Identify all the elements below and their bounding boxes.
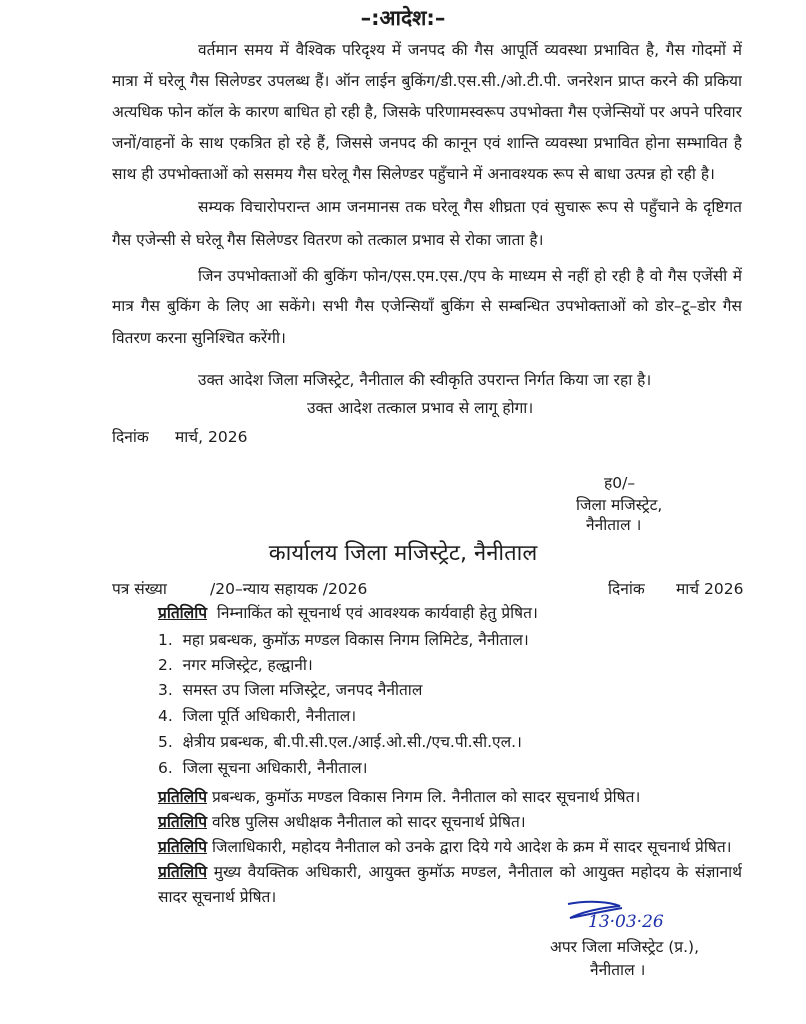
item-number: 1. [158, 631, 173, 649]
list-item [158, 629, 529, 651]
paragraph-line: मात्रा में घरेलू गैस सिलेण्डर उपलब्ध हैं। ऑन लाईन बुकिंग/डी.एस.सी./ओ.टी.पी. जनरेशन प्राप्त करने की प्रकिया [112, 72, 742, 90]
item-number: 2. [158, 656, 173, 674]
signatory-place: नैनीताल । [590, 961, 646, 979]
copy-label: प्रतिलिपि [158, 863, 208, 881]
letter-date-value: मार्च 2026 [676, 580, 744, 598]
copy-label: प्रतिलिपि [158, 788, 208, 806]
list-item [158, 679, 422, 701]
copy-label: प्रतिलिपि [158, 604, 208, 622]
copy-label: प्रतिलिपि [158, 813, 208, 831]
handwritten-signature [560, 898, 670, 938]
copy-intro [158, 602, 538, 624]
order-title: –:आदेश:– [360, 6, 446, 30]
list-item [158, 757, 367, 779]
copy-line [158, 786, 640, 808]
effect-line: उक्त आदेश तत्काल प्रभाव से लागू होगा। [307, 399, 534, 417]
list-item [158, 705, 356, 727]
item-number: 3. [158, 681, 173, 699]
signature-date: 13·03·26 [588, 912, 664, 932]
signature-place: नैनीताल । [586, 516, 642, 534]
letter-number-value: /20–न्याय सहायक /2026 [210, 580, 368, 598]
paragraph-line: जिन उपभोक्ताओं की बुकिंग फोन/एस.एम.एस./एप के माध्यम से नहीं हो रही है वो गैस एजेंसी में [198, 267, 742, 285]
paragraph-line: वर्तमान समय में वैश्विक परिदृश्य में जनपद की गैस आपूर्ति व्यवस्था प्रभावित है, गैस गोदमों में [198, 41, 742, 59]
letter-number-label: पत्र संख्या [112, 580, 167, 598]
copy-line-continuation: सादर सूचनार्थ प्रेषित। [158, 888, 277, 906]
copy-label: प्रतिलिपि [158, 838, 208, 856]
paragraph-line: साथ ही उपभोक्ताओं को ससमय गैस घरेलू गैस सिलेण्डर पहुँचाने में अनावश्यक रूप से बाधा उत्पन्न हो रही है। [112, 165, 715, 183]
copy-text: मुख्य वैयक्तिक अधिकारी, आयुक्त कुमॉऊ मण्डल, नैनीताल को आयुक्त महोदय के संज्ञानार्थ [213, 863, 742, 881]
paragraph-line: अत्यधिक फोन कॉल के कारण बाधित हो रही है, जिसके परिणामस्वरूप उपभोक्ता गैस एजेन्सियों पर अपने परिवार [112, 103, 742, 121]
list-item [158, 654, 313, 676]
item-number: 6. [158, 759, 173, 777]
item-text: क्षेत्रीय प्रबन्धक, बी.पी.सी.एल./आई.ओ.सी./एच.पी.सी.एल.। [182, 733, 522, 751]
paragraph-line: गैस एजेन्सी से घरेलू गैस सिलेण्डर वितरण को तत्काल प्रभाव से रोका जाता है। [112, 231, 544, 249]
copy-text: जिलाधिकारी, महोदय नैनीताल को उनके द्वारा दिये गये आदेश के क्रम में सादर सूचनार्थ प्रेषित। [211, 838, 732, 856]
item-text: जिला सूचना अधिकारी, नैनीताल। [182, 759, 368, 777]
item-text: महा प्रबन्धक, कुमॉऊ मण्डल विकास निगम लिमिटेड, नैनीताल। [182, 631, 529, 649]
list-item [158, 731, 522, 753]
item-number: 4. [158, 707, 173, 725]
item-number: 5. [158, 733, 173, 751]
copy-line [158, 811, 526, 833]
copy-intro-text: निम्नाकिंत को सूचनार्थ एवं आवश्यक कार्यवाही हेतु प्रेषित। [216, 604, 538, 622]
copy-text: प्रबन्धक, कुमॉऊ मण्डल विकास निगम लि. नैनीताल को सादर सूचनार्थ प्रेषित। [211, 788, 641, 806]
copy-line [158, 836, 732, 858]
date-value: मार्च, 2026 [175, 428, 248, 446]
date-label: दिनांक [112, 428, 149, 446]
item-text: समस्त उप जिला मजिस्ट्रेट, जनपद नैनीताल [182, 681, 423, 699]
paragraph-line: वितरण करना सुनिश्चित करेंगी। [112, 329, 286, 347]
paragraph-line: सम्यक विचारोपरान्त आम जनमानस तक घरेलू गैस शीघ्रता एवं सुचारू रूप से पहुँचाने के दृष्टिगत [198, 198, 742, 216]
office-heading: कार्यालय जिला मजिस्ट्रेट, नैनीताल [268, 541, 538, 566]
item-text: नगर मजिस्ट्रेट, हल्द्वानी। [182, 656, 313, 674]
copy-text: वरिष्ठ पुलिस अधीक्षक नैनीताल को सादर सूचनार्थ प्रेषित। [211, 813, 526, 831]
paragraph-line: जनों/वाहनों के साथ एकत्रित हो रहे हैं, जिससे जनपद की कानून एवं शान्ति व्यवस्था प्रभावित होना सम्भावित है [112, 134, 742, 152]
paragraph-line: मात्र गैस बुकिंग के लिए आ सकेंगे। सभी गैस एजेन्सियाँ बुकिंग से सम्बन्धित उपभोक्ताओं को डोर–टू–डोर गैस [112, 297, 742, 315]
signature-line: ह0/– [604, 474, 636, 492]
copy-line [158, 861, 742, 883]
signature-designation: जिला मजिस्ट्रेट, [576, 496, 663, 514]
letter-date-label: दिनांक [608, 580, 645, 598]
signatory-designation: अपर जिला मजिस्ट्रेट (प्र.), [550, 938, 700, 956]
approval-line: उक्त आदेश जिला मजिस्ट्रेट, नैनीताल की स्वीकृति उपरान्त निर्गत किया जा रहा है। [198, 371, 652, 389]
item-text: जिला पूर्ति अधिकारी, नैनीताल। [182, 707, 357, 725]
